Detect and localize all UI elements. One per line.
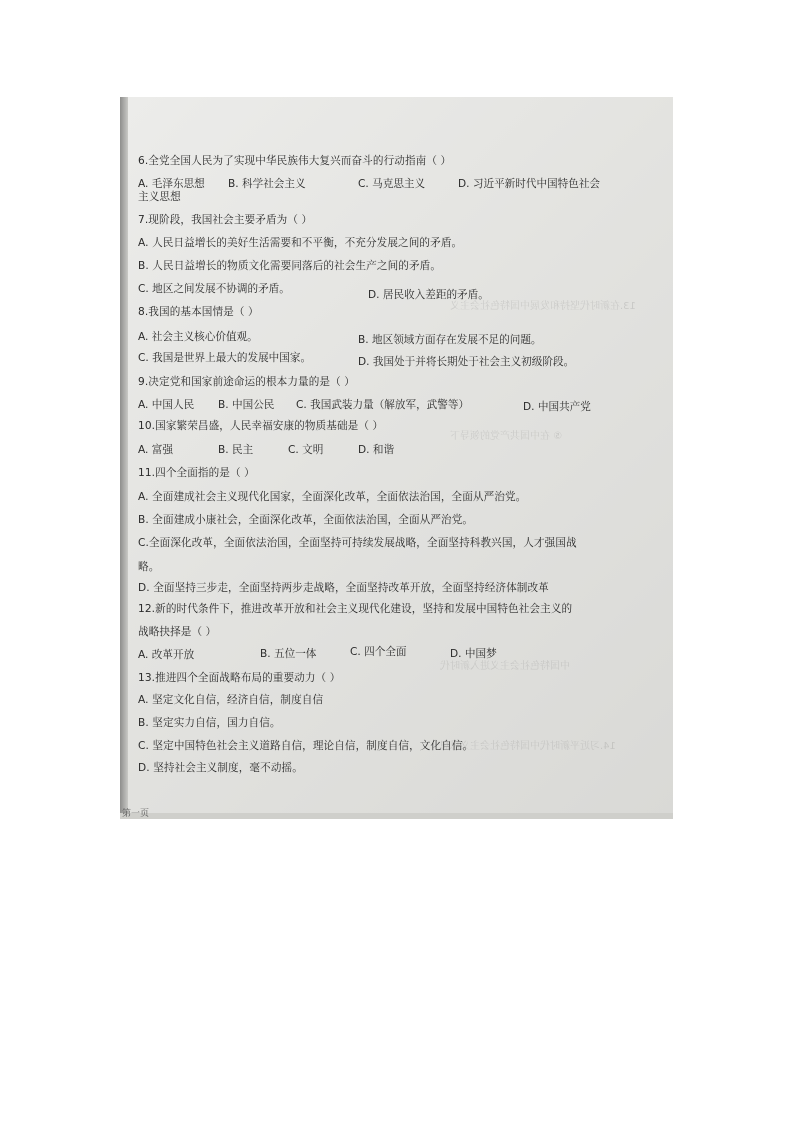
question-13-option-a: A. 坚定文化自信，经济自信，制度自信 <box>138 694 324 706</box>
question-6-option-c: C. 马克思主义 <box>358 178 426 190</box>
question-7-option-a: A. 人民日益增长的美好生活需要和不平衡，不充分发展之间的矛盾。 <box>138 237 463 249</box>
question-6-stem: 6.全党全国人民为了实现中华民族伟大复兴而奋斗的行动指南（ ） <box>138 155 452 167</box>
question-6-option-b: B. 科学社会主义 <box>228 178 306 190</box>
question-9-stem: 9.决定党和国家前途命运的根本力量的是（ ） <box>138 376 355 388</box>
question-13-option-b: B. 坚定实力自信，国力自信。 <box>138 717 281 729</box>
question-12-stem-continued: 战略抉择是（ ） <box>138 626 217 638</box>
question-7-stem: 7.现阶段，我国社会主要矛盾为（ ） <box>138 214 313 226</box>
bleed-through-text: 13.在新时代坚持和发展中国特色社会主义 <box>450 301 636 312</box>
question-13-option-d: D. 坚持社会主义制度，毫不动摇。 <box>138 762 303 774</box>
question-13-stem: 13.推进四个全面战略布局的重要动力（ ） <box>138 672 341 684</box>
page-bottom-margin <box>120 813 673 819</box>
question-6-option-a: A. 毛泽东思想 <box>138 178 205 190</box>
question-6-option-d: D. 习近平新时代中国特色社会 <box>458 178 601 190</box>
question-8-stem: 8.我国的基本国情是（ ） <box>138 306 259 318</box>
question-8-option-d: D. 我国处于并将长期处于社会主义初级阶段。 <box>358 356 575 368</box>
question-9-option-d: D. 中国共产党 <box>523 401 591 413</box>
question-8-option-a: A. 社会主义核心价值观。 <box>138 331 258 343</box>
question-11-option-c-continued: 略。 <box>138 561 160 573</box>
question-11-stem: 11.四个全面指的是（ ） <box>138 467 255 479</box>
question-12-option-b: B. 五位一体 <box>260 648 317 660</box>
question-12-stem: 12.新的时代条件下，推进改革开放和社会主义现代化建设，坚持和发展中国特色社会主义的 <box>138 603 573 615</box>
question-12-option-c: C. 四个全面 <box>350 646 407 658</box>
question-10-stem: 10.国家繁荣昌盛，人民幸福安康的物质基础是（ ） <box>138 420 384 432</box>
question-10-option-a: A. 富强 <box>138 444 173 456</box>
question-9-option-a: A. 中国人民 <box>138 399 195 411</box>
question-9-option-b: B. 中国公民 <box>218 399 275 411</box>
page-corner-label: 第一页 <box>122 809 150 819</box>
question-10-option-d: D. 和谐 <box>358 444 395 456</box>
question-11-option-b: B. 全面建成小康社会，全面深化改革，全面依法治国，全面从严治党。 <box>138 514 474 526</box>
question-8-option-c: C. 我国是世界上最大的发展中国家。 <box>138 352 312 364</box>
question-7-option-d: D. 居民收入差距的矛盾。 <box>368 289 489 301</box>
question-11-option-a: A. 全面建成社会主义现代化国家，全面深化改革，全面依法治国，全面从严治党。 <box>138 491 527 503</box>
question-12-option-a: A. 改革开放 <box>138 649 195 661</box>
bleed-through-text: ⑤ 在中国共产党的领导下 <box>450 431 563 442</box>
question-10-option-b: B. 民主 <box>218 444 254 456</box>
question-6-option-d-continued: 主义思想 <box>138 191 181 203</box>
question-7-option-b: B. 人民日益增长的物质文化需要同落后的社会生产之间的矛盾。 <box>138 260 442 272</box>
question-7-option-c: C. 地区之间发展不协调的矛盾。 <box>138 283 290 295</box>
bleed-through-text: 14.习近平新时代中国特色社会主义思想 <box>440 741 616 752</box>
question-11-option-c: C.全面深化改革，全面依法治国，全面坚持可持续发展战略，全面坚持科教兴国，人才强国战 <box>138 537 577 549</box>
question-9-option-c: C. 我国武装力量（解放军，武警等） <box>296 399 470 411</box>
question-12-option-d: D. 中国梦 <box>450 648 497 660</box>
scanned-exam-page <box>120 97 673 819</box>
question-13-option-c: C. 坚定中国特色社会主义道路自信，理论自信，制度自信，文化自信。 <box>138 740 474 752</box>
question-10-option-c: C. 文明 <box>288 444 324 456</box>
question-11-option-d: D. 全面坚持三步走，全面坚持两步走战略，全面坚持改革开放，全面坚持经济体制改革 <box>138 582 549 594</box>
bleed-through-text: 中国特色社会主义进入新时代 <box>440 661 570 672</box>
question-8-option-b: B. 地区领域方面存在发展不足的问题。 <box>358 334 542 346</box>
page-edge-shadow <box>120 97 128 819</box>
